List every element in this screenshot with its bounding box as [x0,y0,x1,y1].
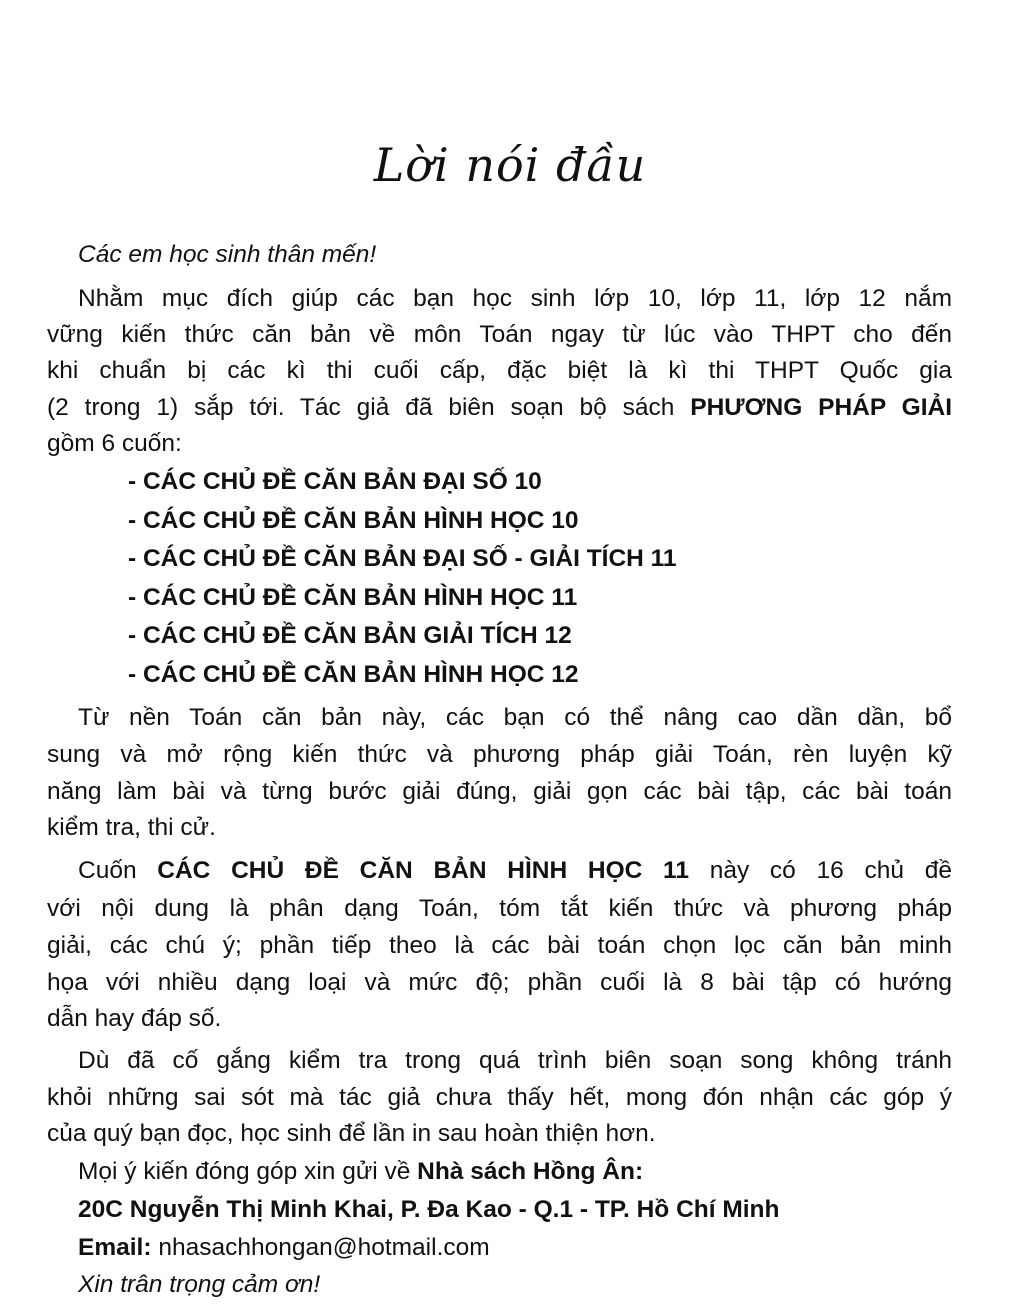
book-list-item: - CÁC CHỦ ĐỀ CĂN BẢN ĐẠI SỐ - GIẢI TÍCH 11 [128,545,677,572]
intro-line-3: khi chuẩn bị các kì thi cuối cấp, đặc biệt là kì thi THPT Quốc gia [47,357,952,384]
book-list-item: - CÁC CHỦ ĐỀ CĂN BẢN HÌNH HỌC 11 [128,584,578,611]
publisher-name: Nhà sách Hồng Ân: [417,1158,644,1185]
para3-line-3: giải, các chú ý; phần tiếp theo là các bài toán chọn lọc căn bản minh [47,932,952,959]
contact-line [78,1157,643,1187]
email-line [78,1233,490,1263]
publisher-address: 20C Nguyễn Thị Minh Khai, P. Đa Kao - Q.1 - TP. Hồ Chí Minh [78,1196,780,1223]
intro-line-4 [47,393,952,423]
page-title: Lời nói đầu [373,138,647,192]
book-list-item: - CÁC CHỦ ĐỀ CĂN BẢN HÌNH HỌC 10 [128,507,579,534]
para2-line-1: Từ nền Toán căn bản này, các bạn có thể nâng cao dần dần, bổ [78,704,952,731]
intro-line-1: Nhằm mục đích giúp các bạn học sinh lớp 10, lớp 11, lớp 12 nắm [78,285,952,312]
series-name: PHƯƠNG PHÁP GIẢI [690,394,953,421]
intro-line-4-text: (2 trong 1) sắp tới. Tác giả đã biên soạn bộ sách [47,394,691,421]
email-address: nhasachhongan@hotmail.com [151,1234,490,1261]
para3-line-4: họa với nhiều dạng loại và mức độ; phần cuối là 8 bài tập có hướng [47,969,952,996]
book-list-item: - CÁC CHỦ ĐỀ CĂN BẢN GIẢI TÍCH 12 [128,622,572,649]
closing-line: Xin trân trọng cảm ơn! [78,1271,321,1298]
para3-suffix: này có 16 chủ đề [688,857,952,884]
para4-line-1: Dù đã cố gắng kiểm tra trong quá trình biên soạn song không tránh [78,1047,952,1074]
para2-line-4: kiểm tra, thi cử. [47,814,216,841]
para3-line-5: dẫn hay đáp số. [47,1005,222,1032]
para4-line-2: khỏi những sai sót mà tác giả chưa thấy hết, mong đón nhận các góp ý [47,1084,952,1111]
para3-line-1 [78,856,952,886]
intro-line-2: vững kiến thức căn bản về môn Toán ngay từ lúc vào THPT cho đến [47,321,952,348]
email-label: Email: [78,1234,152,1261]
greeting: Các em học sinh thân mến! [78,241,377,268]
book-list-item: - CÁC CHỦ ĐỀ CĂN BẢN ĐẠI SỐ 10 [128,468,542,495]
book-title: CÁC CHỦ ĐỀ CĂN BẢN HÌNH HỌC 11 [157,857,689,884]
intro-line-5: gồm 6 cuốn: [47,430,182,457]
para2-line-3: năng làm bài và từng bước giải đúng, giải gọn các bài tập, các bài toán [47,778,952,805]
para3-line-2: với nội dung là phân dạng Toán, tóm tắt kiến thức và phương pháp [47,895,952,922]
book-list-item: - CÁC CHỦ ĐỀ CĂN BẢN HÌNH HỌC 12 [128,661,579,688]
para2-line-2: sung và mở rộng kiến thức và phương pháp giải Toán, rèn luyện kỹ [47,741,952,768]
contact-prefix: Mọi ý kiến đóng góp xin gửi về [78,1158,418,1185]
para3-prefix: Cuốn [78,857,158,884]
para4-line-3: của quý bạn đọc, học sinh để lần in sau hoàn thiện hơn. [47,1120,656,1147]
